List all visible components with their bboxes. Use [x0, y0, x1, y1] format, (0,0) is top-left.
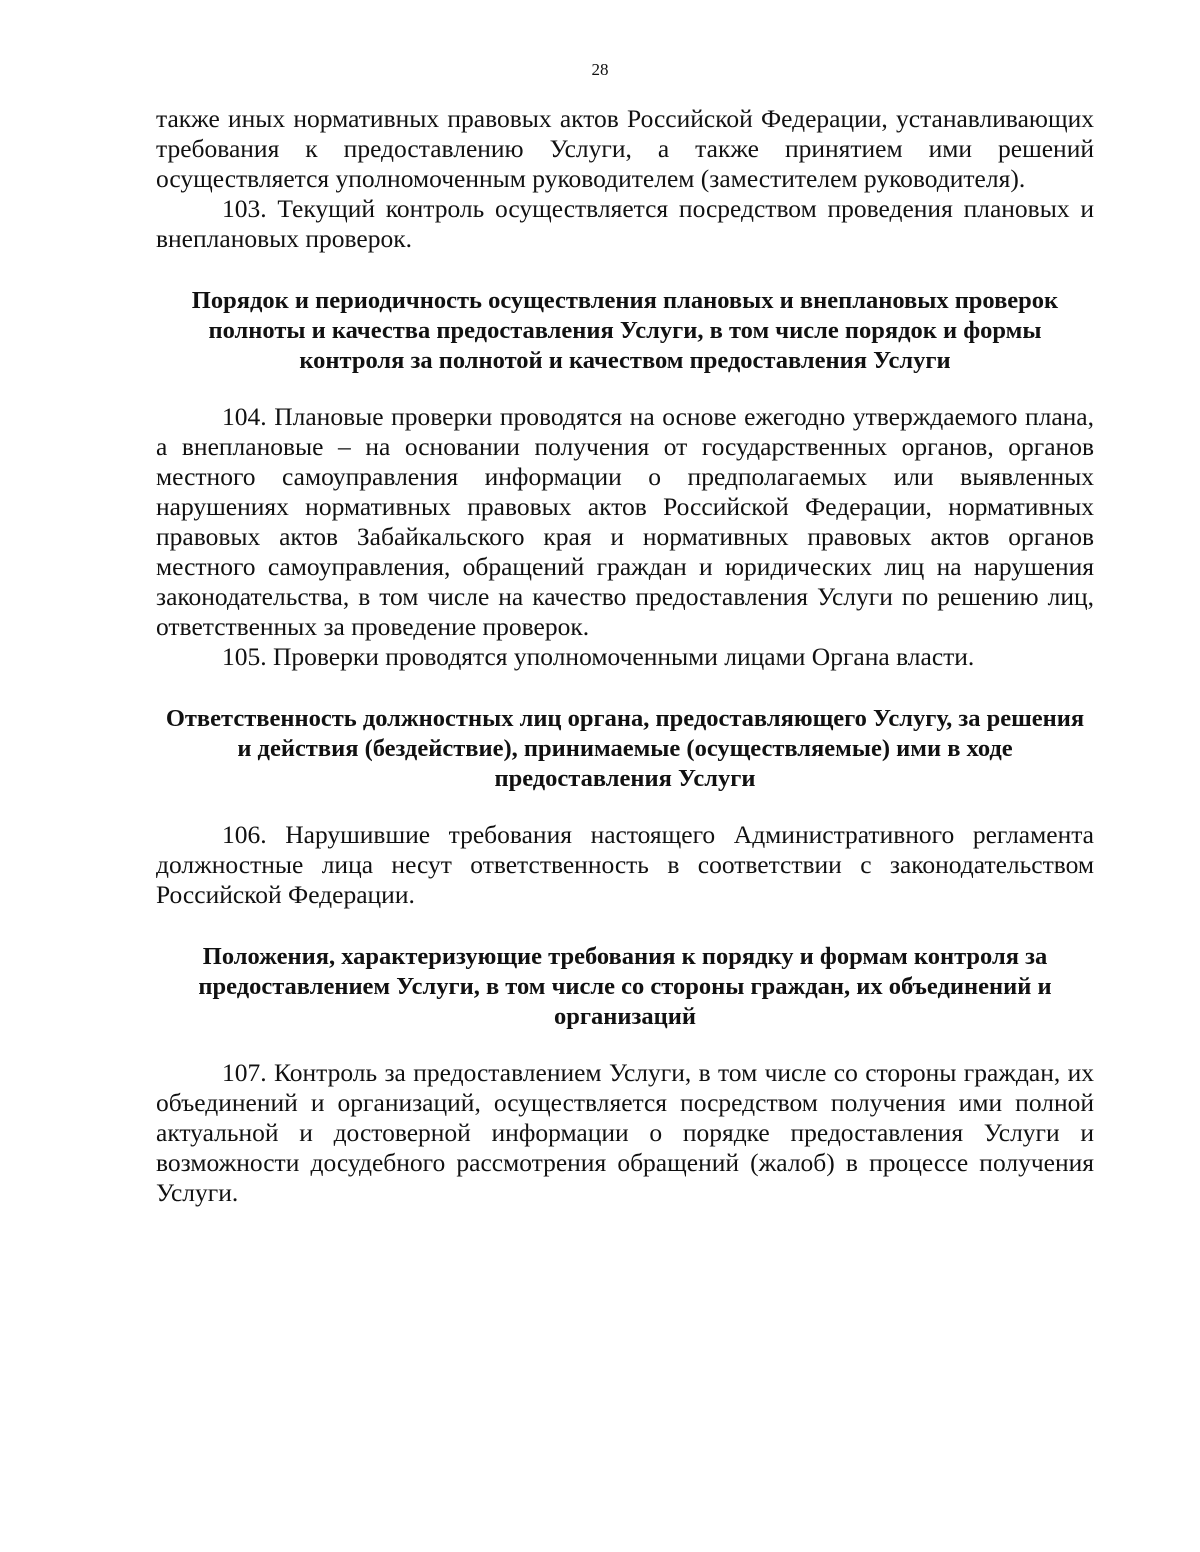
paragraph-104: 104. Плановые проверки проводятся на основе ежегодно утверждаемого плана, а внеплановые – на основании получения от государственных органов, органов местного самоуправления информации о предполагаемых или выявленных нарушениях нормативных правовых актов Российской Федерации, нормативных правовых актов Забайкальского края и нормативных правовых актов органов местного самоуправления, обращений граждан и юридических лиц на нарушения законодательства, в том числе на качество предоставления Услуги по решению лиц, ответственных за проведение проверок.: [156, 402, 1094, 641]
section-heading-officials-responsibility: Ответственность должностных лиц органа, предоставляющего Услугу, за решения и действия (бездействие), принимаемые (осуществляемые) ими в ходе предоставления Услуги: [165, 705, 1085, 792]
document-body: [156, 104, 1094, 1208]
section-heading-control-requirements: Положения, характеризующие требования к порядку и формам контроля за предоставлением Услуги, в том числе со стороны граждан, их объединений и организаций: [198, 943, 1052, 1030]
paragraph-continuation: также иных нормативных правовых актов Российской Федерации, устанавливающих требования к предоставлению Услуги, а также принятием ими решений осуществляется уполномоченным руководителем (заместителем руководителя).: [156, 104, 1094, 193]
section-heading-inspections-procedure: Порядок и периодичность осуществления плановых и внеплановых проверок полноты и качества предоставления Услуги, в том числе порядок и формы контроля за полнотой и качеством предоставления Услуги: [191, 287, 1059, 374]
paragraph-107: 107. Контроль за предоставлением Услуги, в том числе со стороны граждан, их объединений и организаций, осуществляется посредством получения ими полной актуальной и достоверной информации о порядке предоставления Услуги и возможности досудебного рассмотрения обращений (жалоб) в процессе получения Услуги.: [156, 1058, 1094, 1207]
paragraph-103: 103. Текущий контроль осуществляется посредством проведения плановых и внеплановых проверок.: [156, 194, 1094, 253]
page-number: 28: [591, 60, 609, 79]
paragraph-105: 105. Проверки проводятся уполномоченными лицами Органа власти.: [222, 642, 975, 671]
paragraph-106: 106. Нарушившие требования настоящего Административного регламента должностные лица несут ответственность в соответствии с законодательством Российской Федерации.: [156, 820, 1094, 909]
